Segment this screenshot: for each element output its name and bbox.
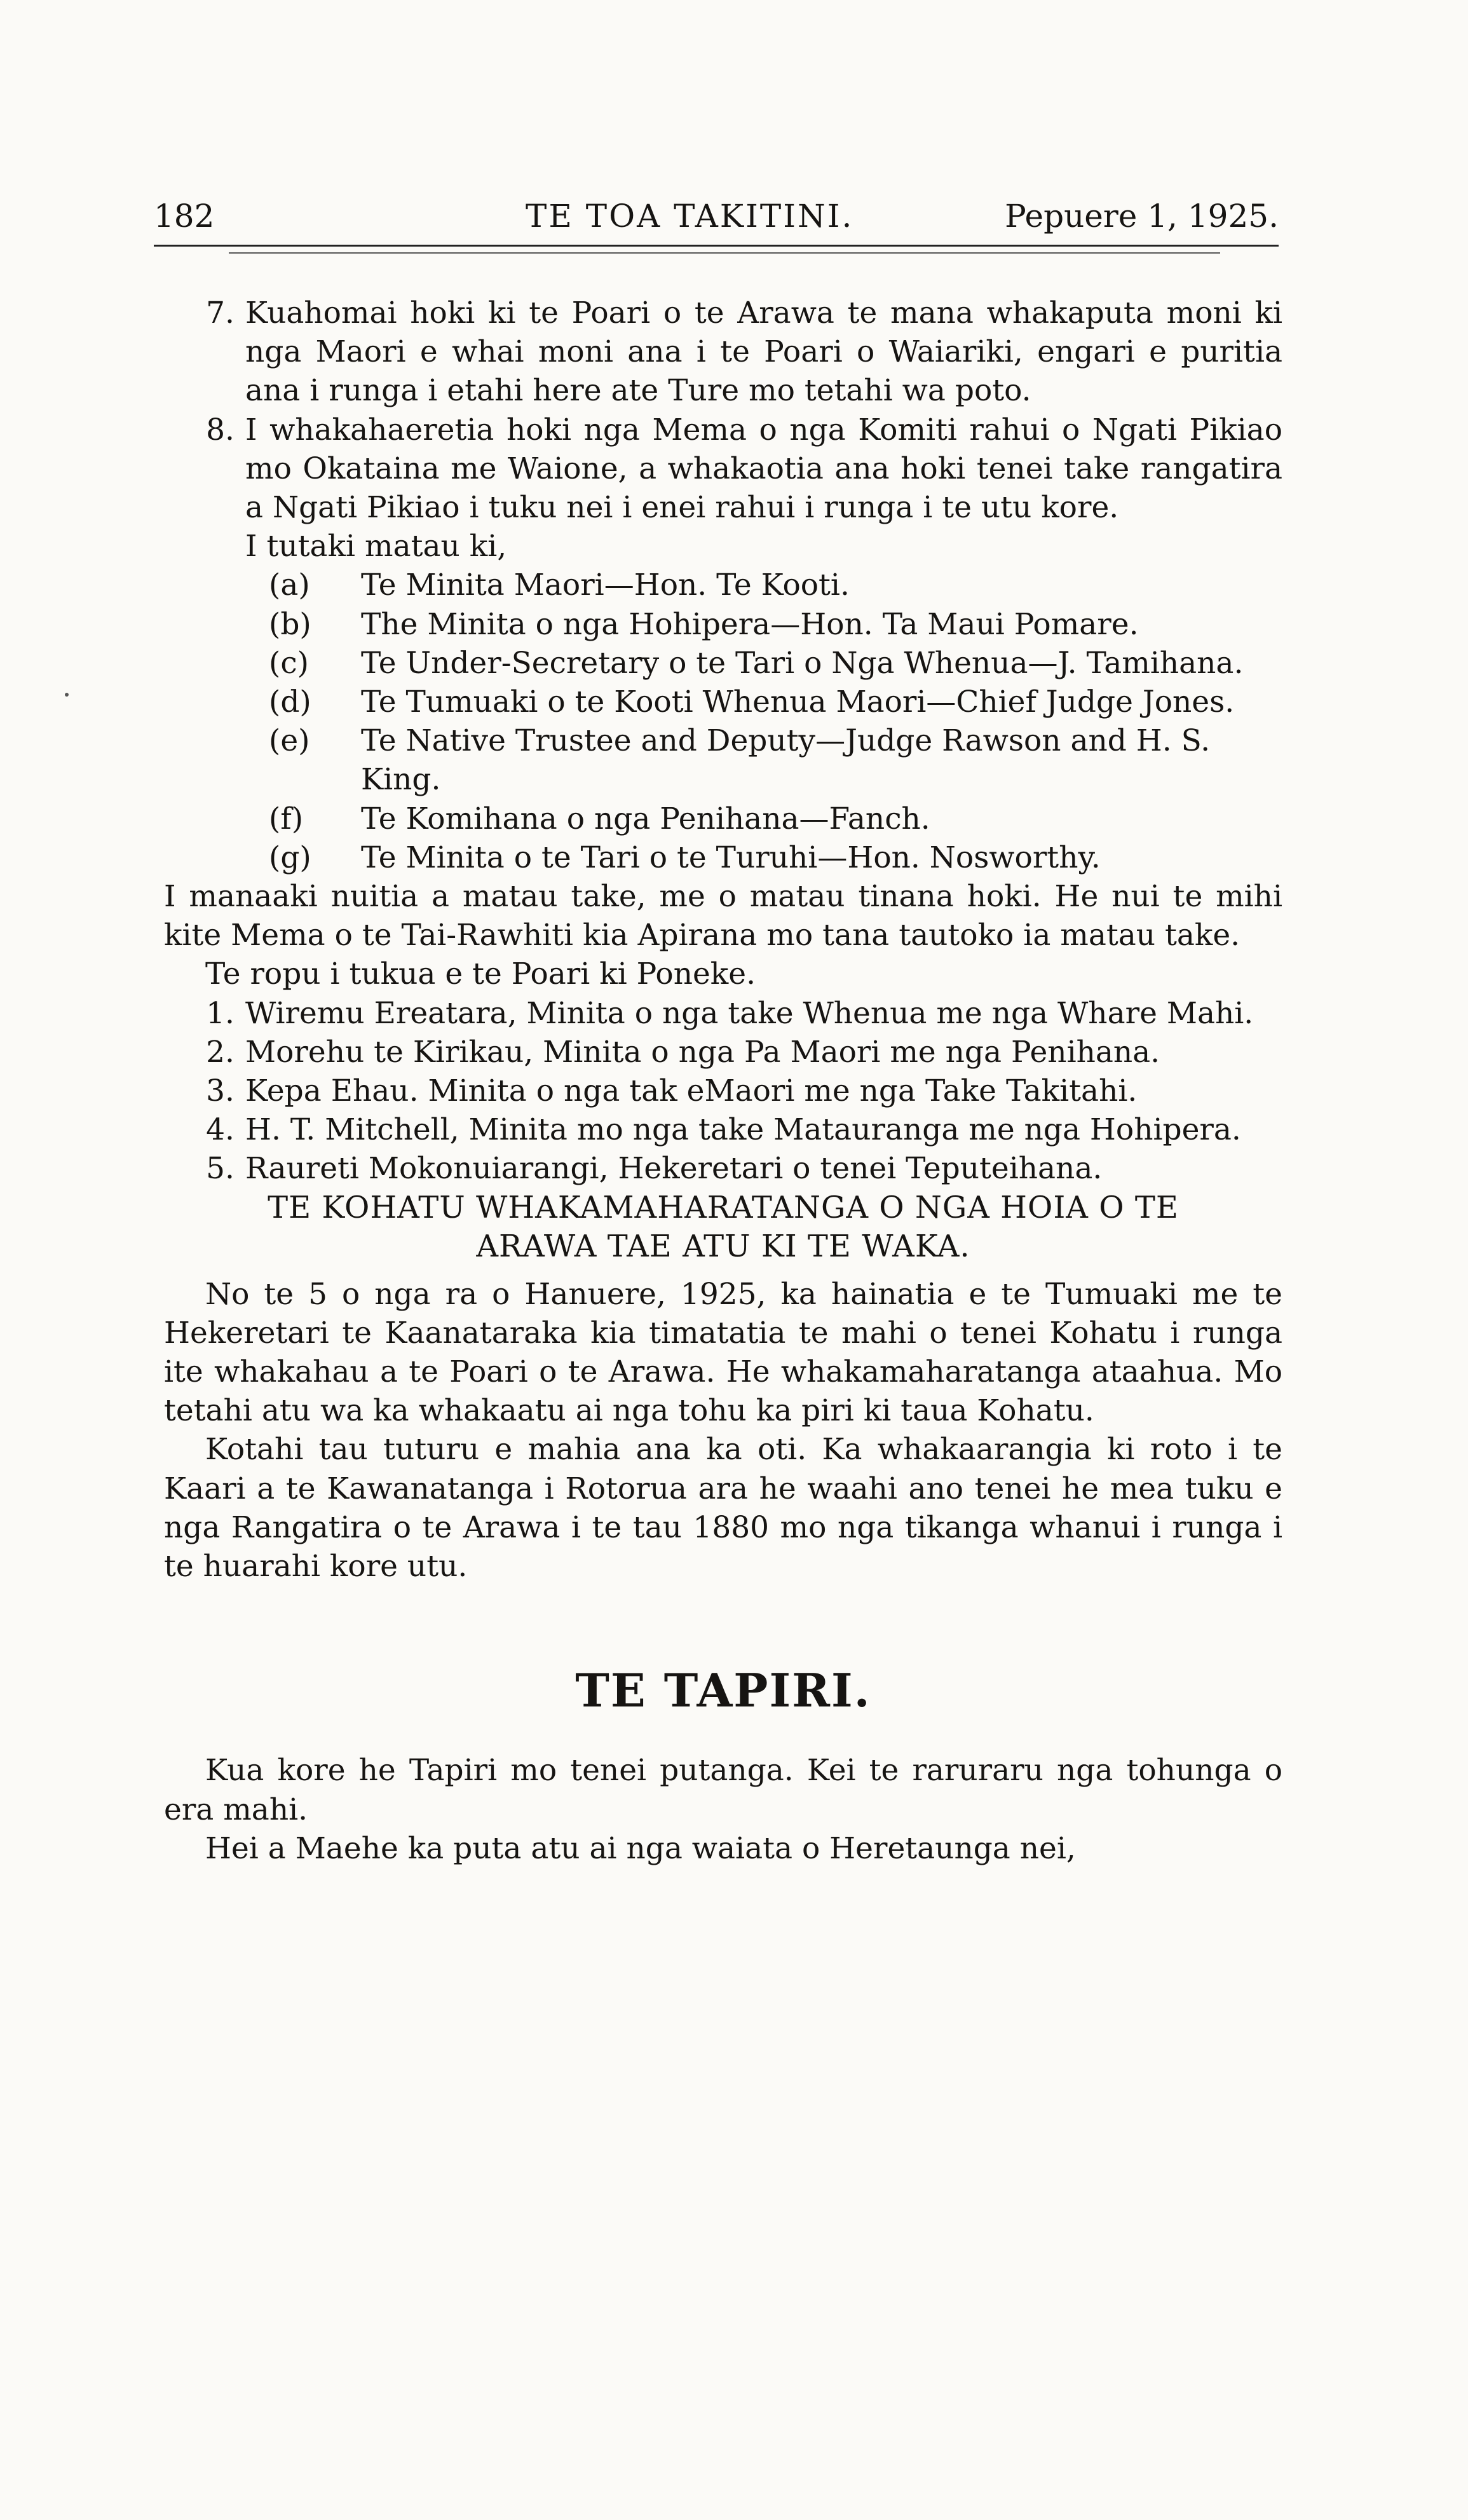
met-list-item [164, 838, 1282, 877]
paragraph-tapiri-next: Hei a Maehe ka puta atu ai nga waiata o Heretaunga nei, [205, 1830, 1076, 1866]
section-heading-line: ARAWA TAE ATU KI TE WAKA. [476, 1228, 970, 1264]
list-label: (b) [269, 606, 311, 642]
item-text: Wiremu Ereatara, Minita o nga take Whenua me nga Whare Mahi. [245, 995, 1254, 1031]
issue-date: Pepuere 1, 1925. [1005, 198, 1279, 235]
publication-title: TE TOA TAKITINI. [526, 198, 854, 235]
delegation-item [164, 1110, 1282, 1149]
met-list-item [164, 800, 1282, 838]
item-text: Raureti Mokonuiarangi, Hekeretari o tenei Teputeihana. [245, 1151, 1103, 1187]
met-intro: I tutaki matau ki, [245, 529, 507, 564]
item-number: 5. [206, 1151, 234, 1187]
item-number: 2. [206, 1034, 234, 1070]
header-rule-thin [229, 252, 1220, 254]
met-list-item [164, 721, 1282, 799]
item-number: 1. [206, 995, 234, 1031]
item-text: H. T. Mitchell, Minita mo nga take Matauranga me nga Hohipera. [245, 1112, 1241, 1148]
item-text: Kuahomai hoki ki te Poari o te Arawa te mana whakaputa moni ki nga Maori e whai moni ana i te Poari o Waiariki, engari e puritia ana i runga i etahi here ate Ture mo tetahi wa poto. [245, 296, 1282, 409]
met-list-item [164, 644, 1282, 683]
print-speck [65, 693, 69, 697]
list-label: (f) [269, 801, 304, 836]
item-number: 3. [206, 1073, 234, 1109]
page-number: 182 [154, 198, 215, 235]
paragraph-memorial-site: Kotahi tau tuturu e mahia ana ka oti. Ka whakaarangia ki roto i te Kaari a te Kawanatanga i Rotorua ara he waahi ano tenei he mea tuku e nga Rangatira o te Arawa i te tau 1880 mo nga tikanga whanui i runga i te huarahi kore utu. [164, 1432, 1282, 1584]
list-text: Te Native Trustee and Deputy—Judge Rawson and H. S. King. [361, 723, 1211, 798]
met-list-item [164, 566, 1282, 604]
list-label: (a) [269, 568, 310, 603]
list-text: Te Tumuaki o te Kooti Whenua Maori—Chief Judge Jones. [361, 684, 1235, 720]
paragraph-welcome: I manaaki nuitia a matau take, me o matau tinana hoki. He nui te mihi kite Mema o te Tai-Rawhiti kia Apirana mo tana tautoko ia matau take. [164, 879, 1282, 953]
list-text: Te Under-Secretary o te Tari o Nga Whenua—J. Tamihana. [361, 645, 1244, 681]
delegation-intro: Te ropu i tukua e te Poari ki Poneke. [205, 957, 756, 992]
list-label: (g) [269, 840, 311, 875]
delegation-item [164, 1072, 1282, 1110]
met-list-item [164, 683, 1282, 721]
section-heading [164, 1188, 1282, 1266]
list-text: Te Minita Maori—Hon. Te Kooti. [361, 568, 850, 603]
spacer [164, 1266, 1282, 1275]
item-text: I whakahaeretia hoki nga Mema o nga Komiti rahui o Ngati Pikiao mo Okataina me Waione, a whakaotia ana hoki tenei take rangatira a Ngati Pikiao i tuku nei i enei rahui i runga i te utu kore. [245, 412, 1282, 526]
list-text: Te Minita o te Tari o te Turuhi—Hon. Nosworthy. [361, 840, 1101, 875]
running-header [154, 191, 1279, 242]
numbered-item [164, 294, 1282, 411]
list-text: The Minita o nga Hohipera—Hon. Ta Maui Pomare. [361, 606, 1139, 642]
paragraph-memorial: No te 5 o nga ra o Hanuere, 1925, ka hainatia e te Tumuaki me te Hekeretari te Kaanataraka kia timatatia te mahi o tenei Kohatu i runga ite whakahau a te Poari o te Arawa. He whakamaharatanga ataahua. Mo tetahi atu wa ka whakaatu ai nga tohu ka piri ki taua Kohatu. [164, 1276, 1282, 1429]
list-label: (d) [269, 684, 311, 720]
item-number: 8. [206, 412, 234, 447]
met-list-item [164, 605, 1282, 644]
item-text: Morehu te Kirikau, Minita o nga Pa Maori me nga Penihana. [245, 1034, 1160, 1070]
item-text: Kepa Ehau. Minita o nga tak eMaori me nga Take Takitahi. [245, 1073, 1138, 1109]
list-label: (e) [269, 723, 310, 759]
list-text: Te Komihana o nga Penihana—Fanch. [361, 801, 930, 836]
delegation-item [164, 994, 1282, 1033]
paragraph-tapiri: Kua kore he Tapiri mo tenei putanga. Kei te raruraru nga tohunga o era mahi. [164, 1753, 1282, 1827]
section-title: TE TAPIRI. [575, 1663, 871, 1718]
article-body [164, 294, 1282, 1868]
section-heading-line: TE KOHATU WHAKAMAHARATANGA O NGA HOIA O TE [268, 1189, 1179, 1225]
numbered-item [164, 411, 1282, 528]
delegation-item [164, 1149, 1282, 1188]
delegation-item [164, 1033, 1282, 1072]
list-label: (c) [269, 645, 309, 681]
item-number: 7. [206, 296, 234, 330]
item-number: 4. [206, 1112, 234, 1148]
header-rule [154, 245, 1279, 247]
